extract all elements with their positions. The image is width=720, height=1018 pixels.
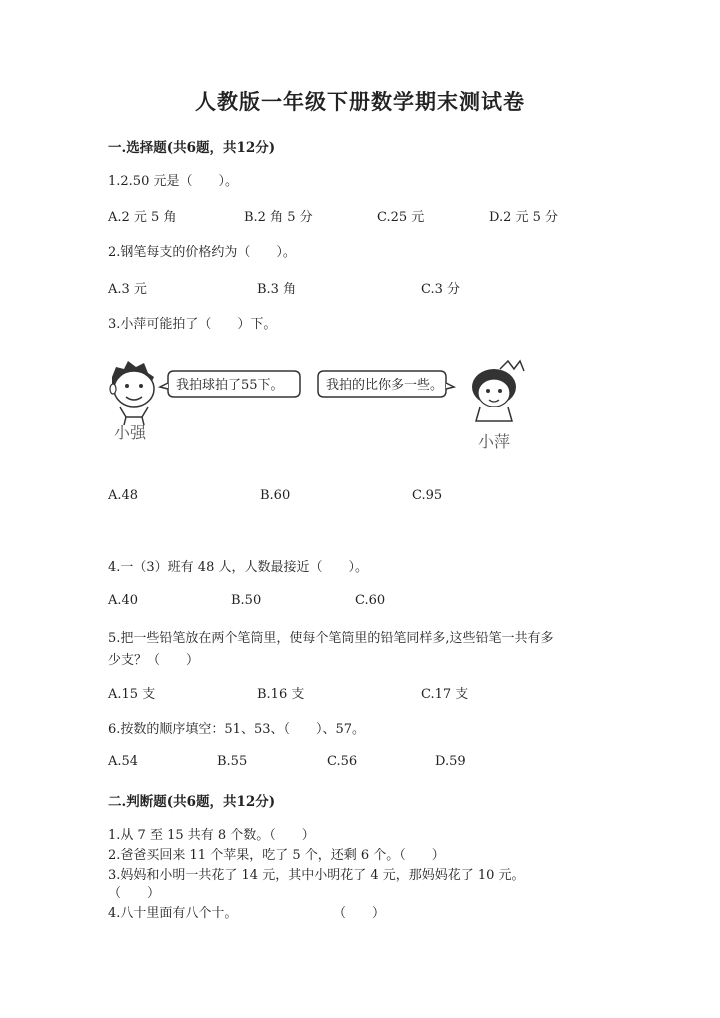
girl-figure [472, 361, 524, 421]
illustration-svg [104, 355, 534, 455]
judgment-item-4: 4.八十里面有八个十。 [108, 906, 238, 921]
q6-option-d: D.59 [435, 754, 466, 769]
q2-option-b: B.3 角 [257, 282, 297, 297]
right-speech-bubble [318, 371, 454, 397]
q4-option-c: C.60 [355, 593, 386, 608]
question-6: 6.按数的顺序填空：51、53、（ ）、57。 [108, 722, 366, 737]
q6-option-b: B.55 [217, 754, 248, 769]
boy-figure [110, 361, 154, 425]
q5-option-a: A.15 支 [108, 687, 156, 702]
left-character-name: 小强 [114, 423, 147, 442]
right-bubble-text: 我拍的比你多一些。 [326, 378, 444, 393]
q1-option-c: C.25 元 [377, 210, 425, 225]
q2-option-c: C.3 分 [421, 282, 461, 297]
q3-option-b: B.60 [260, 488, 291, 503]
page-title: 人教版一年级下册数学期末测试卷 [195, 89, 525, 114]
q6-option-a: A.54 [108, 754, 139, 769]
section-heading-judgment: 二.判断题(共6题，共12分) [108, 794, 276, 810]
question-2: 2.钢笔每支的价格约为（ ）。 [108, 245, 296, 260]
q4-option-b: B.50 [231, 593, 262, 608]
q3-option-c: C.95 [412, 488, 443, 503]
judgment-item-1: 1.从 7 至 15 共有 8 个数。（ ） [108, 828, 315, 843]
q5-option-b: B.16 支 [257, 687, 305, 702]
q3-illustration [104, 355, 534, 455]
q1-option-b: B.2 角 5 分 [244, 210, 313, 225]
q2-option-a: A.3 元 [108, 282, 147, 297]
judgment-item-3: 3.妈妈和小明一共花了 14 元，其中小明花了 4 元，那妈妈花了 10 元。 [108, 868, 525, 883]
left-speech-bubble [160, 371, 300, 397]
q3-option-a: A.48 [108, 488, 139, 503]
question-5-line1: 5.把一些铅笔放在两个笔筒里，使每个笔筒里的铅笔同样多,这些铅笔一共有多 [108, 631, 554, 646]
right-character-name: 小萍 [478, 432, 511, 451]
q5-option-c: C.17 支 [421, 687, 469, 702]
q1-option-d: D.2 元 5 分 [489, 210, 559, 225]
q6-option-c: C.56 [327, 754, 358, 769]
left-bubble-text: 我拍球拍了55下。 [176, 378, 284, 393]
section-heading-choice: 一.选择题(共6题，共12分) [108, 140, 276, 156]
question-1: 1.2.50 元是（ ）。 [108, 174, 238, 189]
q1-option-a: A.2 元 5 角 [108, 210, 177, 225]
question-4: 4.一（3）班有 48 人，人数最接近（ ）。 [108, 560, 368, 575]
q4-option-a: A.40 [108, 593, 139, 608]
judgment-item-4-blank: （ ） [333, 906, 386, 921]
judgment-item-2: 2.爸爸买回来 11 个苹果，吃了 5 个，还剩 6 个。（ ） [108, 848, 445, 863]
question-5-line2: 少支？（ ） [108, 653, 200, 668]
judgment-item-3-blank: （ ） [108, 886, 161, 901]
question-3: 3.小萍可能拍了（ ）下。 [108, 317, 277, 332]
